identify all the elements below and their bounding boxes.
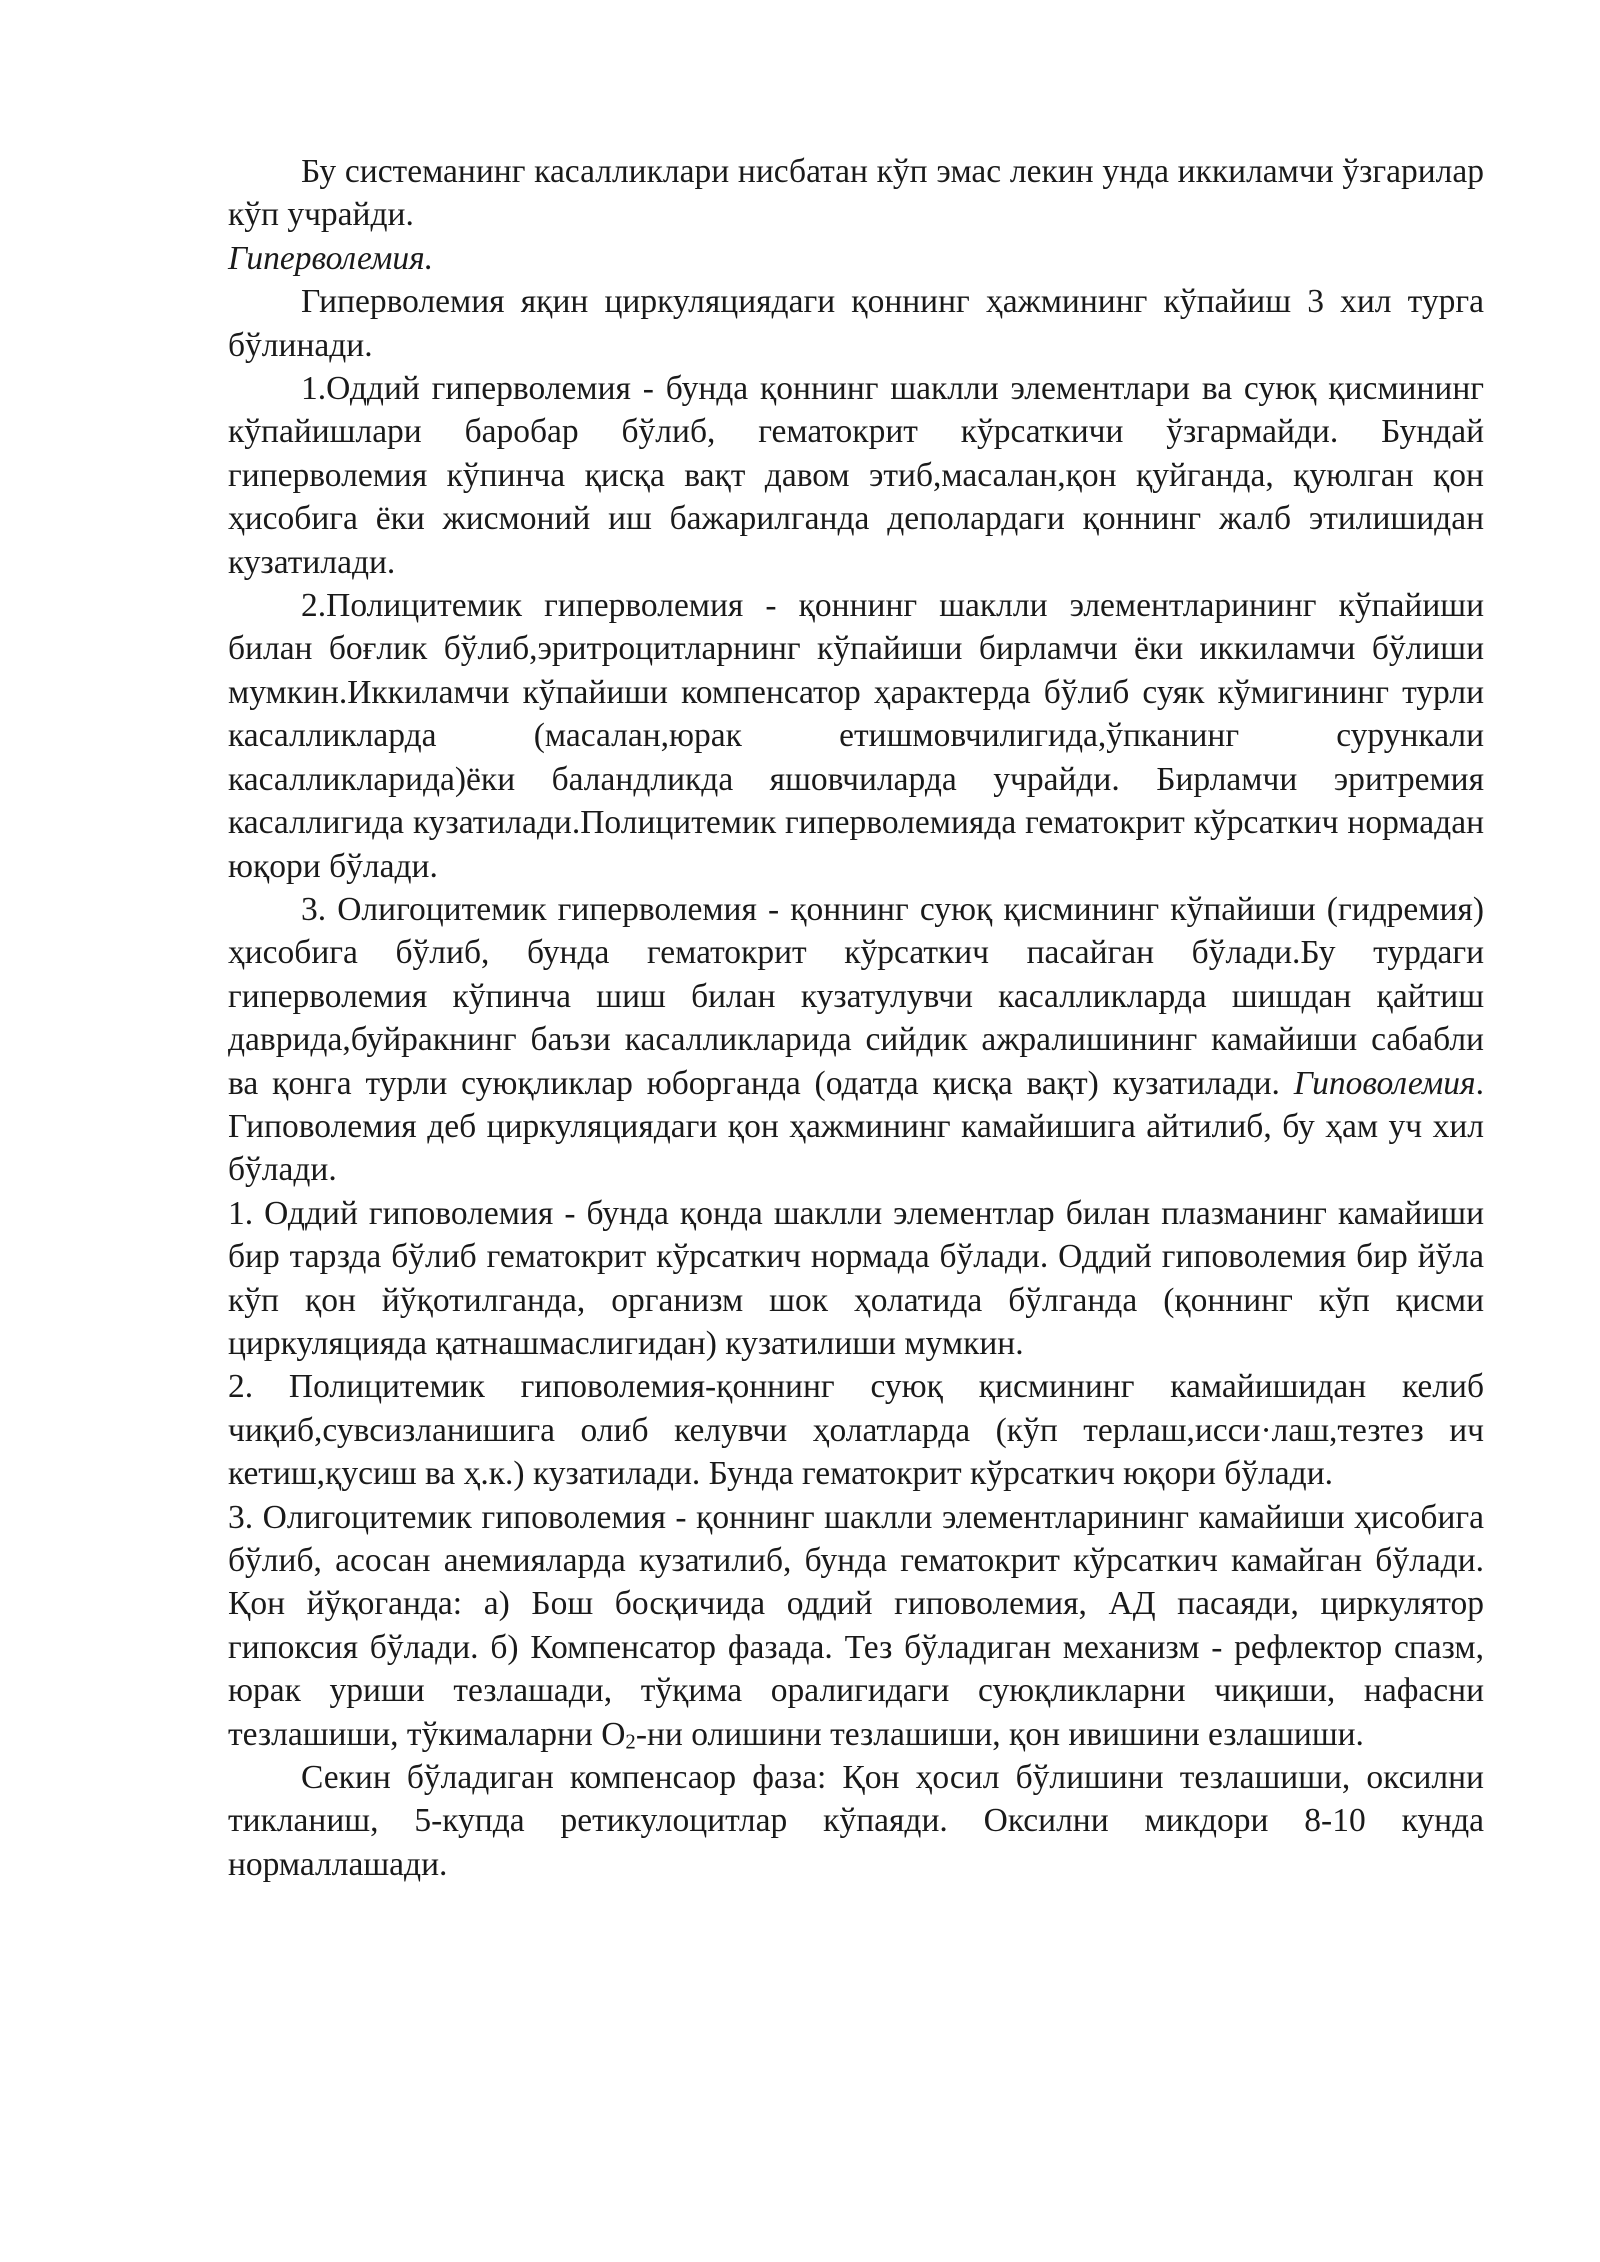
hypovolemia-intro-text: . Гиповолемия деб циркуляциядаги қон ҳажмининг камайишига айтилиб, бу ҳам уч хил бўлади. — [228, 1064, 1485, 1189]
hypovolemia-simple-paragraph: 1. Оддий гиповолемия - бунда қонда шаклли элементлар билан плазманинг камайиши бир тарзда бўлиб гематокрит кўрсаткич нормада бўлади. Оддий гиповолемия бир йўла кўп қон йўқотилганда, организм шок ҳолатида бўлганда (қоннинг кўп қисми циркуляцияда қатнашмаслигидан) кузатилиши мумкин. — [228, 1194, 1484, 1362]
oxygen-subscript: 2 — [625, 1730, 636, 1754]
hypervolemia-intro-paragraph: Гиперволемия яқин циркуляциядаги қоннинг ҳажмининг кўпайиш 3 хил турга бўлинади. — [228, 283, 1484, 364]
document-page — [228, 150, 1484, 1886]
intro-paragraph: Бу системанинг касалликлари нисбатан кўп эмас лекин унда иккиламчи ўзгарилар кўп учрайди. — [228, 153, 1484, 234]
slow-compensatory-phase-paragraph: Секин бўладиган компенсаор фаза: Қон ҳосил бўлишини тезлашиши, оксилни тикланиш, 5-купда ретикулоцитлар кўпаяди. Оксилни микдори 8-10 кунда нормаллашади. — [228, 1759, 1484, 1883]
hypovolemia-polycythemic-paragraph: 2. Полицитемик гиповолемия-қоннинг суюқ қисмининг камайишидан келиб чиқиб,сувсизланишига олиб келувчи ҳолатларда (кўп терлаш,исси·лаш,тезтез ич кетиш,қусиш ва ҳ.к.) кузатилади. Бунда гематокрит кўрсаткич юқори бўлади. — [228, 1368, 1484, 1493]
hypervolemia-oligocythemic-paragraph — [228, 888, 1484, 1192]
heading-hypervolemia: Гиперволемия. — [228, 239, 434, 277]
hypovolemia-oligocythemic-text: 3. Олигоцитемик гиповолемия - қоннинг шаклли элементларининг камайиши ҳисобига бўлиб, асосан анемияларда кузатилиб, бунда гематокрит кўрсаткич камайган бўлади. Қон йўқоганда: а) Бош босқичида оддий гиповолемия, АД пасаяди, циркулятор гипоксия бўлади. б) Компенсатор фазада. Тез бўладиган механизм - рефлектор спазм, юрак уриши тезлашади, тўқима оралигидаги суюқликларни чиқиши, нафасни тезлашиши, тўкималарни О — [228, 1498, 1484, 1753]
heading-hypovolemia: Гиповолемия — [1293, 1064, 1476, 1102]
hypervolemia-simple-paragraph: 1.Оддий гиперволемия - бунда қоннинг шаклли элементлари ва суюқ қисмининг кўпайишлари баробар бўлиб, гематокрит кўрсаткичи ўзгармайди. Бундай гиперволемия кўпинча қисқа вақт давом этиб,масалан,қон қуйганда, қуюлган қон ҳисобига ёки жисмоний иш бажарилганда деполардаги қоннинг жалб этилишидан кузатилади. — [228, 370, 1484, 581]
hypervolemia-polycythemic-paragraph: 2.Полицитемик гиперволемия - қоннинг шаклли элементларининг кўпайиши билан боғлик бўлиб,эритроцитларнинг кўпайиши бирламчи ёки иккиламчи бўлиши мумкин.Иккиламчи кўпайиши компенсатор ҳарактерда бўлиб суяк кўмигининг турли касалликларда (масалан,юрак етишмовчилигида,ўпканинг сурункали касалликларида)ёки баландликда яшовчиларда учрайди. Бирламчи эритремия касаллигида кузатилади.Полицитемик гиперволемияда гематокрит кўрсаткич нормадан юқори бўлади. — [228, 587, 1484, 885]
hypovolemia-oligocythemic-paragraph — [228, 1496, 1484, 1756]
hypervolemia-oligocythemic-text: 3. Олигоцитемик гиперволемия - қоннинг суюқ қисмининг кўпайиши (гидремия) ҳисобига бўлиб, бунда гематокрит кўрсаткич пасайган бўлади.Бу турдаги гиперволемия кўпинча шиш билан кузатулувчи касалликларда шишдан қайтиш даврида,буйракнинг баъзи касалликларида сийдик ажралишининг камайиши сабабли ва қонга турли суюқликлар юборганда (одатда қисқа вақт) кузатилади. — [228, 890, 1484, 1102]
hypovolemia-oligocythemic-text-end: -ни олишини тезлашиши, қон ивишини езлашиши. — [635, 1715, 1364, 1753]
